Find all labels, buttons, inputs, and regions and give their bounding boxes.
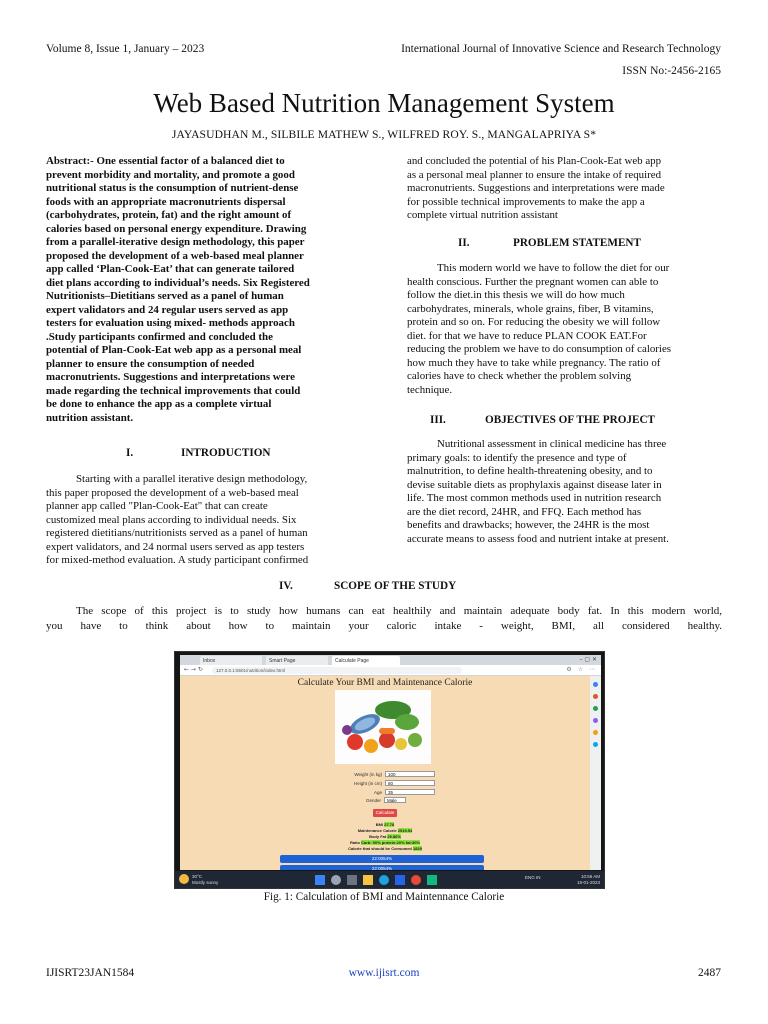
body-line: are the diet record, 24HR, and FFQ. Each method has (407, 505, 642, 518)
calculator-page (180, 676, 590, 870)
result-maintenance: Maintenance Calorie 2519.54 (357, 828, 413, 833)
page-number: 2487 (698, 967, 721, 979)
body-line: and concluded the potential of his Plan-Cook-Eat web app (407, 155, 662, 167)
abstract-line: testers for evaluation using mixed- methods approach (46, 317, 295, 329)
maintenance-value: 2519.54 (397, 828, 413, 833)
body-line: diet. for that we have to reduce PLAN COOK EAT.For (407, 329, 647, 342)
weather-desc: Mostly sunny (192, 880, 219, 885)
sidebar-search-icon[interactable] (593, 682, 598, 687)
browser-tab[interactable]: Inbox (200, 656, 262, 665)
footer-paper-id: IJISRT23JAN1584 (46, 967, 135, 979)
body-line: how much they have to take while pregnancy. The ratio of (407, 356, 661, 369)
clock-time: 10:56 AM (580, 874, 600, 879)
paper-title: Web Based Nutrition Management System (153, 88, 615, 118)
body-line: This modern world we have to follow the diet for our (437, 262, 670, 274)
abstract-line: Nutritionists–Dietitians served as a panel of human (46, 290, 284, 302)
abstract-line: from a parallel-iterative design methodology, this paper (46, 236, 305, 248)
weather-temp: 30°C (192, 874, 203, 879)
volume-info: Volume 8, Issue 1, January – 2023 (46, 43, 205, 55)
section-number: II. (458, 237, 470, 249)
abstract-line: foods with an appropriate macronutrients dispersal (46, 195, 286, 208)
tab-strip (180, 655, 601, 665)
body-line: benefits and drawbacks; however, the 24HR is the most (407, 519, 650, 531)
taskbar (175, 871, 605, 889)
weight-input[interactable]: 100 (385, 771, 435, 777)
body-line: this paper proposed the development of a web-based meal (46, 486, 299, 499)
body-line: reducing the problem we have to do consumption of calories (407, 343, 672, 355)
calculate-button[interactable]: Calculate (373, 809, 397, 817)
height-input[interactable]: 60 (385, 780, 435, 786)
journal-name: International Journal of Innovative Science and Research Technology (401, 43, 721, 55)
body-line: Starting with a parallel iterative design methodology, (76, 473, 308, 485)
ratio-value: Carb: 50% protein:20% fat:30% (361, 840, 421, 845)
body-line: for possible technical improvements to make the app a (407, 195, 645, 208)
address-bar-row (180, 665, 601, 676)
abstract-line: expert validators and 24 regular users served as app (46, 303, 289, 316)
abstract-line: macronutrients. Suggestions and interpretations were (46, 371, 295, 383)
section-title: PROBLEM STATEMENT (513, 237, 641, 249)
body-line: The scope of this project is to study how humans can eat healthily and maintain adequate body fat. In this modern world, (76, 605, 722, 617)
abstract-line: nutritional status is the consumption of nutrient-dense (46, 182, 299, 194)
explorer-icon[interactable] (363, 875, 373, 885)
result-bodyfat: Body Fat 29.86% (369, 834, 401, 839)
nav-arrows-icon[interactable]: ← → ↻ (184, 666, 203, 673)
weather-icon[interactable] (179, 874, 189, 884)
gender-select[interactable]: Male (384, 797, 406, 803)
right-intro-continued (407, 155, 722, 223)
section-title: INTRODUCTION (181, 447, 271, 459)
section-heading-introduction (126, 447, 271, 459)
body-line: carbohydrates, minerals, whole grains, fiber, B vitamins, (407, 302, 654, 315)
body-line: complete virtual nutrition assistant (407, 209, 558, 221)
section-number: IV. (279, 580, 293, 592)
body-line: Nutritional assessment in clinical medicine has three (437, 438, 667, 450)
introduction-body (46, 473, 362, 568)
body-line: you have to think about how to maintain your caloric intake - weight, BMI, all considered healthy. (46, 620, 722, 632)
calculator-title: Calculate Your BMI and Maintenance Calorie (297, 678, 473, 688)
sidebar-office-icon[interactable] (593, 730, 598, 735)
footer-website-link[interactable]: www.ijisrt.com (348, 967, 420, 979)
result-ratio: Ratio Carb: 50% protein:20% fat:30% (349, 840, 421, 845)
bodyfat-value: 29.86% (387, 834, 401, 839)
sidebar-games-icon[interactable] (593, 718, 598, 723)
toolbar-icons[interactable]: ⚙ ☆ ⋯ (566, 666, 597, 673)
browser-sidebar (590, 676, 601, 870)
figure-screenshot (174, 651, 605, 889)
age-input[interactable]: 35 (385, 789, 435, 795)
vscode-icon[interactable] (395, 875, 405, 885)
calorie-value: 1829 (413, 846, 422, 851)
body-line: devise suitable diets as prophylaxis against disease later in (407, 478, 662, 491)
abstract-line: diet plans according to individual’s needs. Six Registered (46, 276, 310, 289)
section-title: OBJECTIVES OF THE PROJECT (485, 414, 656, 426)
body-line: as a personal meal planner to ensure the intake of required (407, 168, 662, 181)
clock[interactable] (577, 874, 600, 886)
edge-icon[interactable] (379, 875, 389, 885)
section-title: SCOPE OF THE STUDY (334, 580, 457, 592)
abstract-line: nutrition assistant. (46, 411, 134, 424)
food-image (335, 690, 431, 764)
taskview-icon[interactable] (347, 875, 357, 885)
scope-body (46, 604, 722, 634)
weather-widget[interactable] (192, 874, 218, 886)
abstract-line: app called ‘Plan-Cook-Eat’ that can generate tailored (46, 263, 295, 275)
body-line: health conscious. Further the pregnant women can able to (407, 275, 659, 288)
abstract-line: .Study participants confirmed and concluded the (46, 330, 273, 343)
abstract-line: made regarding the technical improvements that could (46, 384, 301, 397)
abstract-line: Abstract:- One essential factor of a balanced diet to (46, 155, 285, 167)
abstract-line: (carbohydrates, protein, fat) and the right amount of (46, 209, 292, 221)
body-line: registered dietitians/nutritionists served as a panel of human (46, 527, 308, 539)
body-line: for mixed-method evaluation. A study participant confirmed (46, 554, 309, 566)
body-line: malnutrition, to define health-threatening obesity, and to (407, 465, 653, 477)
browser-tab-active[interactable]: Calculate Page (332, 656, 400, 665)
height-label: Height (in cm) (353, 781, 382, 786)
result-bmi: BMI 27.78 (375, 822, 395, 827)
url-input[interactable]: 127.0.0.1:5501/nutrition/index.html (212, 667, 462, 674)
body-line: life. The most common methods used in nutrition research (407, 492, 662, 504)
problem-body (407, 262, 722, 397)
app-icon[interactable] (427, 875, 437, 885)
gender-label: Gender (365, 798, 381, 803)
browser-tab[interactable]: Smart Page (266, 656, 328, 665)
bmi-value: 27.78 (384, 822, 395, 827)
window-controls-icon[interactable]: – ▢ ✕ (579, 656, 597, 663)
section-heading-scope (279, 580, 456, 592)
abstract-line: be done to enhance the app as a complete virtual (46, 398, 272, 410)
body-line: follow the diet.in this thesis we will do how much (407, 289, 625, 301)
clock-date: 18-01-2023 (576, 880, 600, 885)
body-line: primary goals: to identify the presence and type of (407, 451, 627, 464)
abstract-line: planner to ensure the consumption of needed (46, 357, 255, 370)
body-line: accurate means to assess food and nutrient intake at present. (407, 532, 669, 545)
paper-authors: JAYASUDHAN M., SILBILE MATHEW S., WILFRED ROY. S., MANGALAPRIYA S* (171, 128, 597, 141)
taskbar-search-icon[interactable] (331, 875, 341, 885)
sidebar-shopping-icon[interactable] (593, 694, 598, 699)
sidebar-outlook-icon[interactable] (593, 742, 598, 747)
result-bar[interactable]: 22:0054% (280, 865, 484, 870)
start-icon[interactable] (315, 875, 325, 885)
section-heading-objectives (430, 414, 655, 426)
body-line: calories have to check whether the problem solving (407, 370, 632, 382)
results (240, 822, 530, 852)
section-heading-problem (458, 237, 641, 249)
abstract-line: potential of Plan-Cook-Eat web app as a personal meal (46, 344, 302, 356)
issn: ISSN No:-2456-2165 (622, 65, 721, 77)
vegetables-illustration (335, 690, 431, 764)
abstract-line: prevent morbidity and mortality, and promote a good (46, 168, 295, 181)
weight-label: Weight (in kg) (354, 772, 382, 777)
body-line: customized meal plans according to individual needs. Six (46, 513, 297, 526)
result-calorie: Calorie that should be Consumed 1829 (348, 846, 422, 851)
body-line: planner app called "Plan-Cook-Eat" that can create (46, 500, 268, 512)
abstract-line: calories based on personal energy expenditure. Drawing (46, 222, 307, 235)
abstract-line: proposed the development of a web-based meal planner (46, 249, 304, 262)
body-line: technique. (407, 383, 453, 396)
result-bar[interactable]: 22:0054% (280, 855, 484, 863)
language-indicator[interactable]: ENG IN (525, 875, 541, 880)
body-line: expert validators, and 24 normal users served as app testers (46, 540, 305, 553)
objectives-body (407, 438, 722, 546)
sidebar-tools-icon[interactable] (593, 706, 598, 711)
section-number: I. (126, 447, 134, 459)
figure-caption: Fig. 1: Calculation of BMI and Maintennance Calorie (263, 891, 505, 903)
body-line: macronutrients. Suggestions and interpretations were made (407, 182, 665, 194)
body-line: protein and so on. For reducing the obesity we will follow (407, 316, 661, 328)
chrome-icon[interactable] (411, 875, 421, 885)
age-label: Age (373, 790, 382, 795)
section-number: III. (430, 414, 446, 426)
browser-window (180, 655, 601, 870)
abstract (46, 155, 362, 425)
